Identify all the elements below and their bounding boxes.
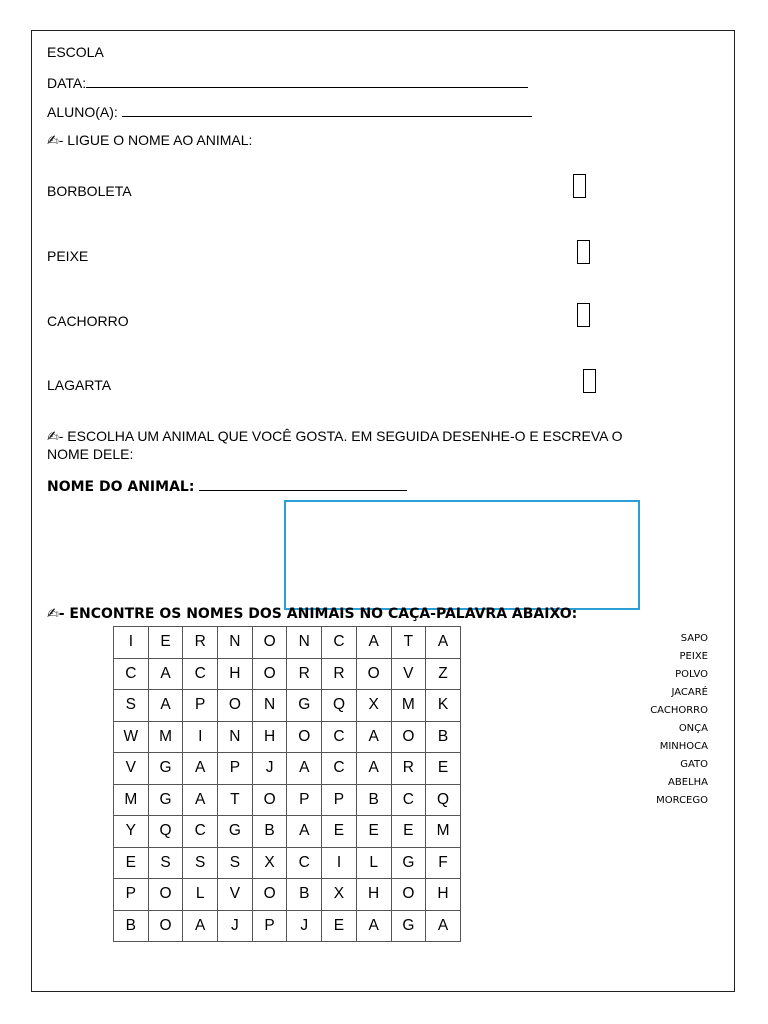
grid-cell[interactable]: B bbox=[287, 879, 322, 911]
grid-cell[interactable]: S bbox=[114, 690, 149, 722]
grid-cell[interactable]: T bbox=[391, 627, 426, 659]
grid-cell[interactable]: H bbox=[252, 721, 287, 753]
grid-cell[interactable]: O bbox=[218, 690, 253, 722]
section1-instruction bbox=[47, 132, 252, 149]
grid-cell[interactable]: A bbox=[426, 910, 461, 942]
grid-cell[interactable]: C bbox=[322, 721, 357, 753]
grid-cell[interactable]: N bbox=[287, 627, 322, 659]
word-list-item: MINHOCA bbox=[659, 741, 708, 752]
grid-cell[interactable]: H bbox=[356, 879, 391, 911]
grid-cell[interactable]: S bbox=[218, 847, 253, 879]
school-label: ESCOLA bbox=[47, 44, 104, 60]
grid-cell[interactable]: B bbox=[252, 816, 287, 848]
grid-cell[interactable]: X bbox=[252, 847, 287, 879]
grid-cell[interactable]: V bbox=[114, 753, 149, 785]
grid-cell[interactable]: A bbox=[148, 658, 183, 690]
grid-cell[interactable]: P bbox=[183, 690, 218, 722]
student-label: ALUNO(A): bbox=[47, 104, 118, 120]
drawing-box[interactable] bbox=[284, 500, 640, 610]
word-list-item: SAPO bbox=[680, 633, 708, 644]
grid-cell[interactable]: C bbox=[183, 658, 218, 690]
grid-cell[interactable]: Q bbox=[322, 690, 357, 722]
grid-row bbox=[114, 910, 461, 942]
grid-cell[interactable]: T bbox=[218, 784, 253, 816]
grid-cell[interactable]: P bbox=[252, 910, 287, 942]
writing-hand-icon: ✍ bbox=[47, 606, 59, 622]
grid-cell[interactable]: R bbox=[183, 627, 218, 659]
section1-instruction-text: - LIGUE O NOME AO ANIMAL: bbox=[58, 132, 253, 148]
grid-cell[interactable]: R bbox=[287, 658, 322, 690]
grid-cell[interactable]: M bbox=[426, 816, 461, 848]
grid-cell[interactable]: K bbox=[426, 690, 461, 722]
grid-cell[interactable]: S bbox=[148, 847, 183, 879]
grid-row bbox=[114, 816, 461, 848]
student-field bbox=[47, 103, 532, 120]
word-list-item: ONÇA bbox=[678, 723, 708, 734]
date-field bbox=[47, 74, 528, 91]
grid-cell[interactable]: N bbox=[218, 627, 253, 659]
grid-cell[interactable]: A bbox=[356, 753, 391, 785]
word-search-grid bbox=[113, 626, 461, 942]
animal-image-placeholder-icon bbox=[573, 174, 586, 198]
grid-cell[interactable]: A bbox=[148, 690, 183, 722]
animal-name-1: BORBOLETA bbox=[47, 183, 132, 199]
grid-cell[interactable]: C bbox=[391, 784, 426, 816]
grid-cell[interactable]: O bbox=[148, 910, 183, 942]
grid-cell[interactable]: A bbox=[356, 627, 391, 659]
grid-cell[interactable]: N bbox=[218, 721, 253, 753]
grid-cell[interactable]: R bbox=[391, 753, 426, 785]
grid-cell[interactable]: O bbox=[252, 627, 287, 659]
grid-cell[interactable]: O bbox=[252, 879, 287, 911]
grid-cell[interactable]: I bbox=[322, 847, 357, 879]
grid-cell[interactable]: P bbox=[322, 784, 357, 816]
grid-cell[interactable]: O bbox=[391, 879, 426, 911]
student-blank-line[interactable] bbox=[122, 103, 532, 117]
grid-cell[interactable]: E bbox=[114, 847, 149, 879]
animal-name-field bbox=[47, 477, 407, 495]
grid-cell[interactable]: V bbox=[391, 658, 426, 690]
grid-cell[interactable]: G bbox=[391, 910, 426, 942]
grid-cell[interactable]: B bbox=[426, 721, 461, 753]
grid-cell[interactable]: G bbox=[148, 753, 183, 785]
animal-image-placeholder-icon bbox=[577, 240, 590, 264]
grid-cell[interactable]: H bbox=[426, 879, 461, 911]
grid-cell[interactable]: C bbox=[114, 658, 149, 690]
grid-cell[interactable]: A bbox=[356, 721, 391, 753]
grid-row bbox=[114, 784, 461, 816]
section2-instruction bbox=[47, 428, 623, 445]
grid-cell[interactable]: C bbox=[287, 847, 322, 879]
animal-name-blank-line[interactable] bbox=[199, 477, 407, 491]
word-list-item: ABELHA bbox=[668, 777, 708, 788]
word-list-item: GATO bbox=[680, 759, 708, 770]
grid-cell[interactable]: P bbox=[114, 879, 149, 911]
grid-cell[interactable]: O bbox=[356, 658, 391, 690]
grid-cell[interactable]: O bbox=[252, 784, 287, 816]
grid-cell[interactable]: E bbox=[322, 816, 357, 848]
animal-image-placeholder-icon bbox=[583, 369, 596, 393]
grid-row bbox=[114, 658, 461, 690]
grid-cell[interactable]: Y bbox=[114, 816, 149, 848]
grid-cell[interactable]: G bbox=[218, 816, 253, 848]
grid-cell[interactable]: O bbox=[287, 721, 322, 753]
grid-row bbox=[114, 847, 461, 879]
animal-name-2: PEIXE bbox=[47, 248, 89, 264]
grid-cell[interactable]: B bbox=[114, 910, 149, 942]
animal-name-4: LAGARTA bbox=[47, 377, 112, 393]
grid-cell[interactable]: G bbox=[391, 847, 426, 879]
word-list-item: MORCEGO bbox=[656, 795, 708, 806]
grid-cell[interactable]: O bbox=[148, 879, 183, 911]
grid-cell[interactable]: P bbox=[218, 753, 253, 785]
grid-cell[interactable]: E bbox=[391, 816, 426, 848]
word-list-item: PEIXE bbox=[679, 651, 708, 662]
grid-row bbox=[114, 721, 461, 753]
grid-cell[interactable]: N bbox=[252, 690, 287, 722]
grid-cell[interactable]: I bbox=[114, 627, 149, 659]
grid-cell[interactable]: J bbox=[252, 753, 287, 785]
grid-cell[interactable]: L bbox=[183, 879, 218, 911]
word-list bbox=[650, 630, 708, 810]
grid-cell[interactable]: G bbox=[287, 690, 322, 722]
word-list-item: JACARÉ bbox=[671, 687, 708, 698]
grid-cell[interactable]: A bbox=[426, 627, 461, 659]
grid-cell[interactable]: Q bbox=[148, 816, 183, 848]
writing-hand-icon: ✍ bbox=[47, 429, 59, 445]
grid-cell[interactable]: E bbox=[148, 627, 183, 659]
grid-cell[interactable]: J bbox=[287, 910, 322, 942]
grid-cell[interactable]: G bbox=[148, 784, 183, 816]
grid-row bbox=[114, 627, 461, 659]
grid-cell[interactable]: I bbox=[183, 721, 218, 753]
grid-cell[interactable]: M bbox=[148, 721, 183, 753]
word-list-item: POLVO bbox=[675, 669, 708, 680]
word-list-item: CACHORRO bbox=[650, 705, 708, 716]
grid-row bbox=[114, 690, 461, 722]
grid-cell[interactable]: A bbox=[183, 784, 218, 816]
writing-hand-icon: ✍ bbox=[47, 133, 59, 149]
grid-cell[interactable]: X bbox=[322, 879, 357, 911]
grid-cell[interactable]: R bbox=[322, 658, 357, 690]
grid-cell[interactable]: A bbox=[183, 910, 218, 942]
date-blank-line[interactable] bbox=[86, 74, 528, 88]
grid-cell[interactable]: C bbox=[322, 753, 357, 785]
date-label: DATA: bbox=[47, 75, 87, 91]
grid-row bbox=[114, 753, 461, 785]
grid-cell[interactable]: Q bbox=[426, 784, 461, 816]
animal-name-3: CACHORRO bbox=[47, 313, 129, 329]
grid-row bbox=[114, 879, 461, 911]
grid-cell[interactable]: M bbox=[391, 690, 426, 722]
grid-cell[interactable]: C bbox=[183, 816, 218, 848]
grid-cell[interactable]: M bbox=[114, 784, 149, 816]
animal-name-label: NOME DO ANIMAL: bbox=[47, 479, 195, 495]
grid-cell[interactable]: X bbox=[356, 690, 391, 722]
grid-cell[interactable]: A bbox=[356, 910, 391, 942]
grid-cell[interactable]: E bbox=[426, 753, 461, 785]
grid-cell[interactable]: W bbox=[114, 721, 149, 753]
grid-cell[interactable]: O bbox=[252, 658, 287, 690]
grid-cell[interactable]: A bbox=[287, 816, 322, 848]
grid-cell[interactable]: P bbox=[287, 784, 322, 816]
grid-cell[interactable]: F bbox=[426, 847, 461, 879]
animal-image-placeholder-icon bbox=[577, 303, 590, 327]
grid-cell[interactable]: E bbox=[322, 910, 357, 942]
grid-cell[interactable]: O bbox=[391, 721, 426, 753]
grid-cell[interactable]: H bbox=[218, 658, 253, 690]
grid-cell[interactable]: J bbox=[218, 910, 253, 942]
grid-cell[interactable]: V bbox=[218, 879, 253, 911]
section3-instruction-text: - ENCONTRE OS NOMES DOS ANIMAIS NO CAÇA-PALAVRA ABAIXO: bbox=[58, 606, 578, 622]
section3-instruction bbox=[47, 606, 577, 622]
grid-cell[interactable]: E bbox=[356, 816, 391, 848]
section2-instruction-line2: NOME DELE: bbox=[47, 446, 134, 462]
grid-cell[interactable]: Z bbox=[426, 658, 461, 690]
grid-cell[interactable]: C bbox=[322, 627, 357, 659]
grid-cell[interactable]: A bbox=[183, 753, 218, 785]
section2-instruction-text: - ESCOLHA UM ANIMAL QUE VOCÊ GOSTA. EM SEGUIDA DESENHE-O E ESCREVA O bbox=[58, 428, 623, 444]
grid-cell[interactable]: S bbox=[183, 847, 218, 879]
grid-cell[interactable]: A bbox=[287, 753, 322, 785]
grid-cell[interactable]: L bbox=[356, 847, 391, 879]
grid-cell[interactable]: B bbox=[356, 784, 391, 816]
